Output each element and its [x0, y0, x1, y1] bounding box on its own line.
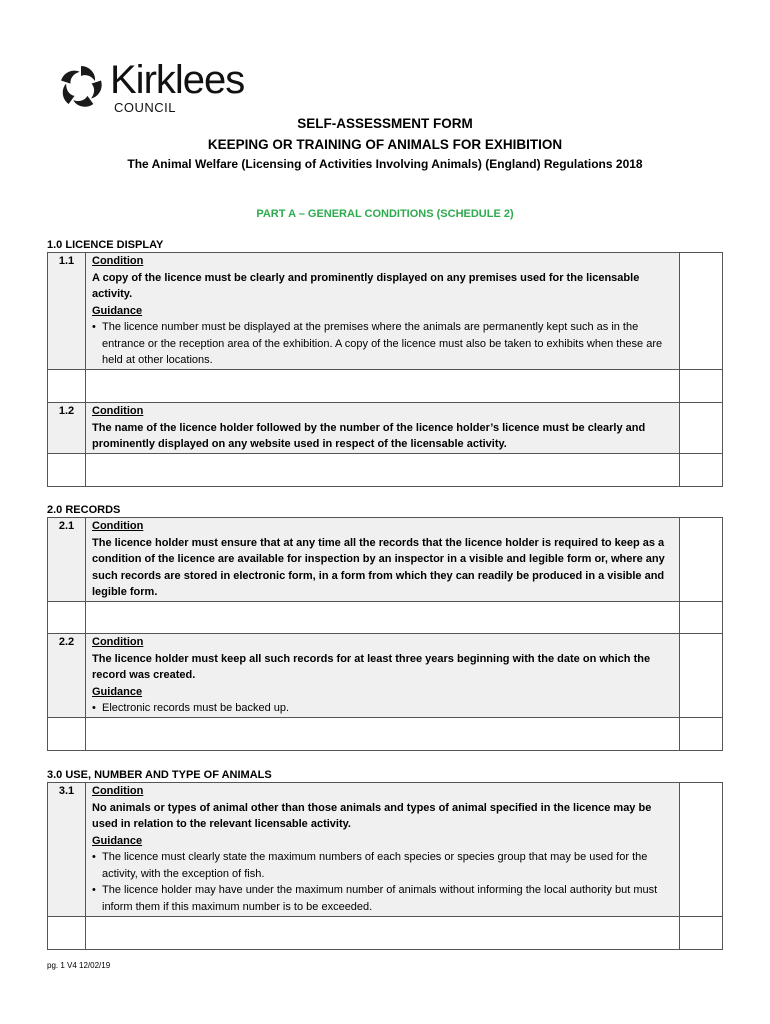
compliance-box[interactable] [680, 783, 723, 917]
guidance-item: • The licence must clearly state the maximum numbers of each species or species group that may be used for the activity, with the exception of fish. [92, 849, 673, 882]
condition-cell [86, 253, 680, 370]
condition-number: 1.1 [48, 253, 86, 370]
section-title: 1.0 LICENCE DISPLAY [47, 239, 164, 251]
blank-cell [48, 917, 86, 950]
blank-cell [48, 718, 86, 751]
guidance-item: • The licence number must be displayed at the premises where the animals are permanently kept such as in the entrance or the reception area of the exhibition. A copy of the licence must also be taken to exhibits when these are held at other locations. [92, 319, 673, 369]
condition-cell [86, 783, 680, 917]
condition-cell [86, 634, 680, 718]
condition-text: A copy of the licence must be clearly and prominently displayed on any premises used for the licensable activity. [92, 271, 640, 300]
condition-table [47, 633, 723, 751]
guidance-label: Guidance [92, 685, 143, 698]
guidance-list [92, 849, 673, 915]
response-cell[interactable] [86, 718, 680, 751]
compliance-box[interactable] [680, 403, 723, 454]
regulations-title: The Animal Welfare (Licensing of Activities Involving Animals) (England) Regulations 2018 [127, 157, 643, 171]
condition-label: Condition [92, 405, 144, 417]
condition-text: No animals or types of animal other than those animals and types of animal specified in the licence may be used in relation to the relevant licensable activity. [92, 801, 652, 830]
condition-number: 3.1 [48, 783, 86, 917]
response-box[interactable] [680, 718, 723, 751]
condition-number: 2.2 [48, 634, 86, 718]
response-box[interactable] [680, 917, 723, 950]
response-cell[interactable] [86, 453, 680, 486]
condition-label: Condition [92, 785, 144, 797]
compliance-box[interactable] [680, 634, 723, 718]
logo-council: COUNCIL [114, 100, 177, 115]
condition-text: The licence holder must ensure that at any time all the records that the licence holder is required to keep as a condition of the licence are available for inspection by an inspector in a visible and legible form or, where any such records are stored in electronic form, in a form from which they can readily be produced in a visible and legible form. [92, 536, 665, 598]
guidance-list [92, 700, 673, 717]
kirklees-swirl-icon [58, 64, 104, 110]
guidance-label: Guidance [92, 304, 143, 317]
condition-cell [86, 518, 680, 602]
blank-cell [48, 370, 86, 403]
logo-name: Kirklees [110, 58, 245, 102]
kirklees-council-logo [58, 58, 273, 124]
condition-label: Condition [92, 520, 144, 532]
condition-table [47, 517, 723, 635]
form-subtitle: KEEPING OR TRAINING OF ANIMALS FOR EXHIBITION [207, 137, 563, 152]
condition-label: Condition [92, 636, 144, 648]
condition-number: 1.2 [48, 403, 86, 454]
part-heading: PART A – GENERAL CONDITIONS (SCHEDULE 2) [256, 208, 514, 220]
response-cell[interactable] [86, 917, 680, 950]
condition-number: 2.1 [48, 518, 86, 602]
section-title: 3.0 USE, NUMBER AND TYPE OF ANIMALS [47, 769, 272, 781]
response-cell[interactable] [86, 601, 680, 634]
response-box[interactable] [680, 370, 723, 403]
section-title: 2.0 RECORDS [47, 504, 121, 516]
guidance-list [92, 319, 673, 369]
guidance-item: • Electronic records must be backed up. [92, 700, 673, 717]
page-footer: pg. 1 V4 12/02/19 [47, 961, 111, 970]
condition-table [47, 402, 723, 487]
guidance-item: • The licence holder may have under the maximum number of animals without informing the local authority but must inform them if this maximum number is to be exceeded. [92, 882, 673, 915]
condition-label: Condition [92, 255, 144, 267]
condition-text: The name of the licence holder followed by the number of the licence holder’s licence must be clearly and prominently displayed on any website used in respect of the licensable activity. [92, 421, 646, 450]
guidance-label: Guidance [92, 834, 143, 847]
condition-table [47, 782, 723, 950]
compliance-box[interactable] [680, 518, 723, 602]
condition-cell [86, 403, 680, 454]
response-cell[interactable] [86, 370, 680, 403]
response-box[interactable] [680, 601, 723, 634]
blank-cell [48, 453, 86, 486]
condition-table [47, 252, 723, 403]
compliance-box[interactable] [680, 253, 723, 370]
condition-text: The licence holder must keep all such records for at least three years beginning with the date on which the record was created. [92, 652, 651, 681]
blank-cell [48, 601, 86, 634]
response-box[interactable] [680, 453, 723, 486]
form-title: SELF-ASSESSMENT FORM [297, 116, 473, 131]
